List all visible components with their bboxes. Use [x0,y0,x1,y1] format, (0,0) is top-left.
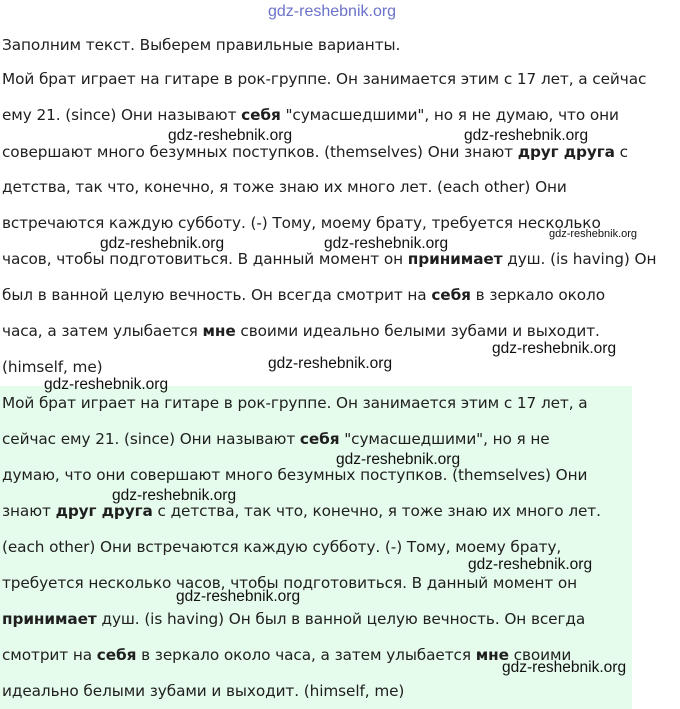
answer-word: принимает [407,250,503,268]
text-line [2,429,550,449]
text-segment: "сумасшедшими", но я не думаю, что они [280,106,619,124]
text-segment: встречаются каждую субботу. (-) Тому, моему брату, требуется несколько [2,214,601,232]
text-line [2,177,567,197]
text-segment: в зеркало около [470,286,605,304]
watermark: gdz-reshebnik.org [502,659,627,676]
text-segment: Мой брат играет на гитаре в рок-группе. Он занимается этим с 17 лет, а [2,394,588,412]
answer-word: себя [299,430,340,448]
watermark: gdz-reshebnik.org [492,340,617,357]
text-segment: думаю, что они совершают много безумных поступков. (themselves) Они [2,466,588,484]
watermark: gdz-reshebnik.org [168,127,293,144]
answer-word: друг друга [517,143,615,161]
text-segment: своими идеально белыми зубами и выходит. [235,322,600,340]
text-line [2,69,646,89]
text-segment: часов, чтобы подготовиться. В данный момент он [2,250,408,268]
watermark: gdz-reshebnik.org [464,127,589,144]
watermark: gdz-reshebnik.org [468,556,593,573]
answer-word: себя [431,286,471,304]
text-segment: (himself, me) [2,358,103,376]
text-line [2,465,587,485]
watermark: gdz-reshebnik.org [324,235,449,252]
text-line [2,142,628,162]
watermark: gdz-reshebnik.org [44,376,169,393]
watermark: gdz-reshebnik.org [268,355,393,372]
answer-word: принимает [2,610,97,628]
answer-word: себя [241,106,281,124]
text-line [2,105,619,125]
text-segment: с детства, так что, конечно, я тоже знаю их много лет. [152,502,601,520]
text-line [2,537,561,557]
text-segment: смотрит на [2,646,97,664]
text-line [2,393,588,413]
text-segment: ему 21. (since) Они называют [2,106,242,124]
answer-word: друг друга [55,502,153,520]
text-segment: часа, а затем улыбается [2,322,203,340]
text-line [2,681,404,701]
watermark: gdz-reshebnik.org [112,487,237,504]
text-segment: (each other) Они встречаются каждую субботу. (-) Тому, моему брату, [2,538,562,556]
answer-word: мне [475,646,509,664]
text-segment: душ. (is having) Он [502,250,657,268]
text-line [2,285,605,305]
text-segment: своими [508,646,572,664]
text-segment: Мой брат играет на гитаре в рок-группе. Он занимается этим с 17 лет, а сейчас [2,70,647,88]
watermark: gdz-reshebnik.org [336,451,461,468]
text-segment: был в ванной целую вечность. Он всегда смотрит на [2,286,432,304]
text-segment: с [614,143,628,161]
watermark: gdz-reshebnik.org [100,235,225,252]
watermark: gdz-reshebnik.org [176,588,301,605]
text-segment: "сумасшедшими", но я не [339,430,550,448]
text-segment: сейчас ему 21. (since) Они называют [2,430,300,448]
text-line [2,501,601,521]
text-segment: душ. (is having) Он был в ванной целую вечность. Он всегда [96,610,586,628]
answer-word: себя [96,646,137,664]
watermark: gdz-reshebnik.org [549,228,638,240]
text-line [2,357,103,377]
answer-word: мне [202,322,236,340]
text-segment: совершают много безумных поступков. (themselves) Они знают [2,143,518,161]
text-segment: детства, так что, конечно, я тоже знаю их много лет. (each other) Они [2,178,567,196]
intro-text: Заполним текст. Выберем правильные варианты. [2,36,401,54]
text-line [2,213,601,233]
text-segment: в зеркало около часа, а затем улыбается [136,646,476,664]
text-line [2,645,571,665]
text-segment: знают [2,502,56,520]
watermark: gdz-reshebnik.org [268,3,397,20]
text-segment: требуется несколько часов, чтобы подготовиться. В данный момент он [2,574,577,592]
text-line [2,609,585,629]
text-segment: идеально белыми зубами и выходит. (himself, me) [2,682,405,700]
text-line [2,321,600,341]
